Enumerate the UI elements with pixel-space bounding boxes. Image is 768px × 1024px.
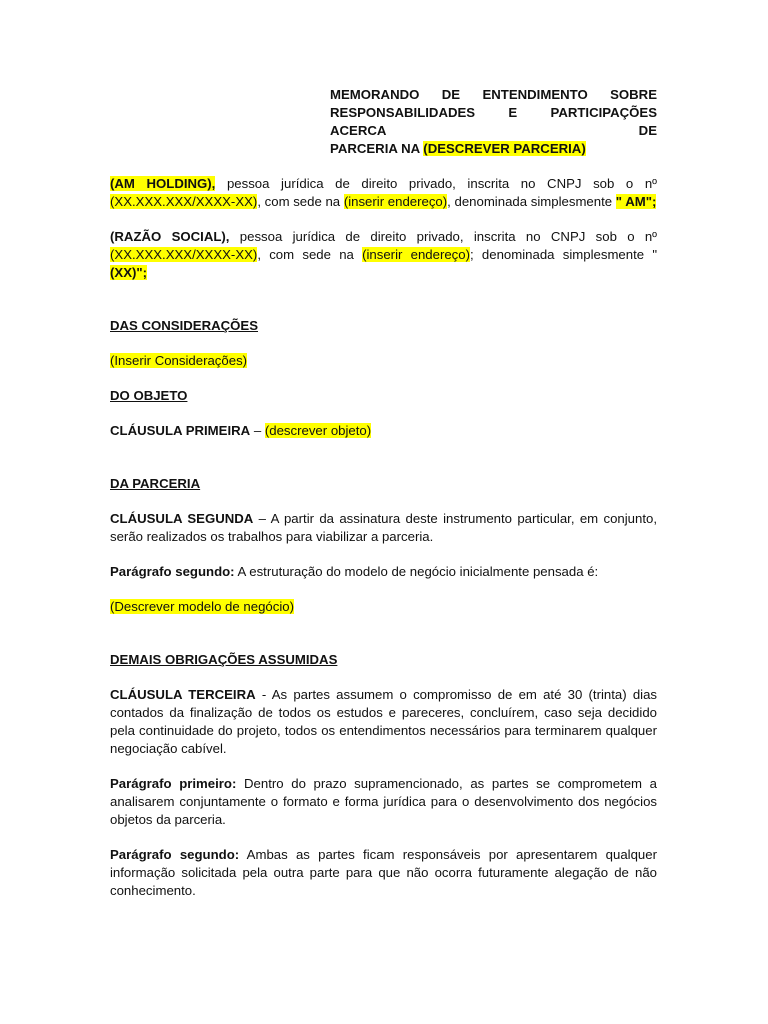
considerations-paragraph (110, 352, 657, 370)
party-1-name: (AM HOLDING), (110, 176, 216, 191)
clause-third-label: CLÁUSULA TERCEIRA (110, 687, 256, 702)
party-2-text-3: ; denominada simplesmente " (470, 247, 658, 262)
party-1-text-1: pessoa jurídica de direito privado, inscrita no CNPJ sob o nº (215, 176, 657, 191)
clause-third-text: - As partes assumem o compromisso de em até 30 (trinta) dias contados da finalização de todos os estudos e pareceres, concluírem, caso seja decidido pela continuidade do projeto, todos os entendimentos necessários para terminarem qualquer negociação cabível. (110, 687, 658, 756)
title-line-3-prefix: PARCERIA NA (330, 141, 424, 156)
business-model-paragraph (110, 598, 657, 616)
obligations-heading: DEMAIS OBRIGAÇÕES ASSUMIDAS (110, 652, 338, 667)
party-1-text-2: , com sede na (257, 194, 344, 209)
title-line-3 (330, 141, 586, 156)
party-2-text-1: pessoa jurídica de direito privado, inscrita no CNPJ sob o nº (229, 229, 657, 244)
clause-second-label: CLÁUSULA SEGUNDA (110, 511, 254, 526)
party-1-text-3: , denominada simplesmente (447, 194, 616, 209)
clause-first-paragraph (110, 422, 657, 440)
obligations-paragraph-first-label: Parágrafo primeiro: (110, 776, 237, 791)
party-2-paragraph (110, 228, 657, 282)
party-1-address: (inserir endereço) (343, 194, 448, 209)
memorandum-title (330, 86, 657, 158)
partnership-paragraph-text: A estruturação do modelo de negócio inicialmente pensada é: (234, 564, 599, 579)
partnership-paragraph-label: Parágrafo segundo: (110, 564, 235, 579)
party-1-paragraph (110, 175, 657, 211)
clause-third-paragraph (110, 686, 657, 758)
party-2-address: (inserir endereço) (362, 247, 471, 262)
business-model-placeholder: (Descrever modelo de negócio) (110, 599, 294, 614)
considerations-placeholder: (Inserir Considerações) (110, 353, 248, 368)
obligations-paragraph-first-text: Dentro do prazo supramencionado, as partes se comprometem a analisarem conjuntamente o formato e forma jurídica para o desenvolvimento dos negócios objetos da parceria. (110, 776, 657, 827)
title-partnership-placeholder: (DESCREVER PARCERIA) (423, 141, 586, 156)
object-heading: DO OBJETO (110, 388, 188, 403)
party-2-alias: (XX)"; (110, 265, 148, 280)
title-line-1: MEMORANDO DE ENTENDIMENTO SOBRE (330, 87, 657, 102)
obligations-paragraph-second-text: Ambas as partes ficam responsáveis por apresentarem qualquer informação solicitada pela outra parte para que não ocorra futuramente alegação de não conhecimento. (110, 847, 657, 898)
document-body (110, 175, 657, 900)
party-2-name: (RAZÃO SOCIAL), (110, 229, 230, 244)
partnership-paragraph-second (110, 563, 657, 581)
clause-second-text: – A partir da assinatura deste instrumento particular, em conjunto, serão realizados os trabalhos para viabilizar a parceria. (110, 511, 657, 544)
obligations-paragraph-second-label: Parágrafo segundo: (110, 847, 240, 862)
clause-first-dash: – (250, 423, 265, 438)
considerations-heading: DAS CONSIDERAÇÕES (110, 318, 259, 333)
obligations-paragraph-first (110, 775, 657, 829)
party-1-alias: " AM"; (615, 194, 657, 209)
clause-second-paragraph (110, 510, 657, 546)
party-1-cnpj: (XX.XXX.XXX/XXXX-XX) (110, 194, 258, 209)
party-2-cnpj: (XX.XXX.XXX/XXXX-XX) (110, 247, 258, 262)
party-2-text-2: , com sede na (257, 247, 363, 262)
title-line-2: RESPONSABILIDADES E PARTICIPAÇÕES ACERCA DE (330, 105, 657, 138)
object-placeholder: (descrever objeto) (264, 423, 372, 438)
obligations-paragraph-second (110, 846, 657, 900)
partnership-heading: DA PARCERIA (110, 476, 201, 491)
clause-first-label: CLÁUSULA PRIMEIRA (110, 423, 251, 438)
